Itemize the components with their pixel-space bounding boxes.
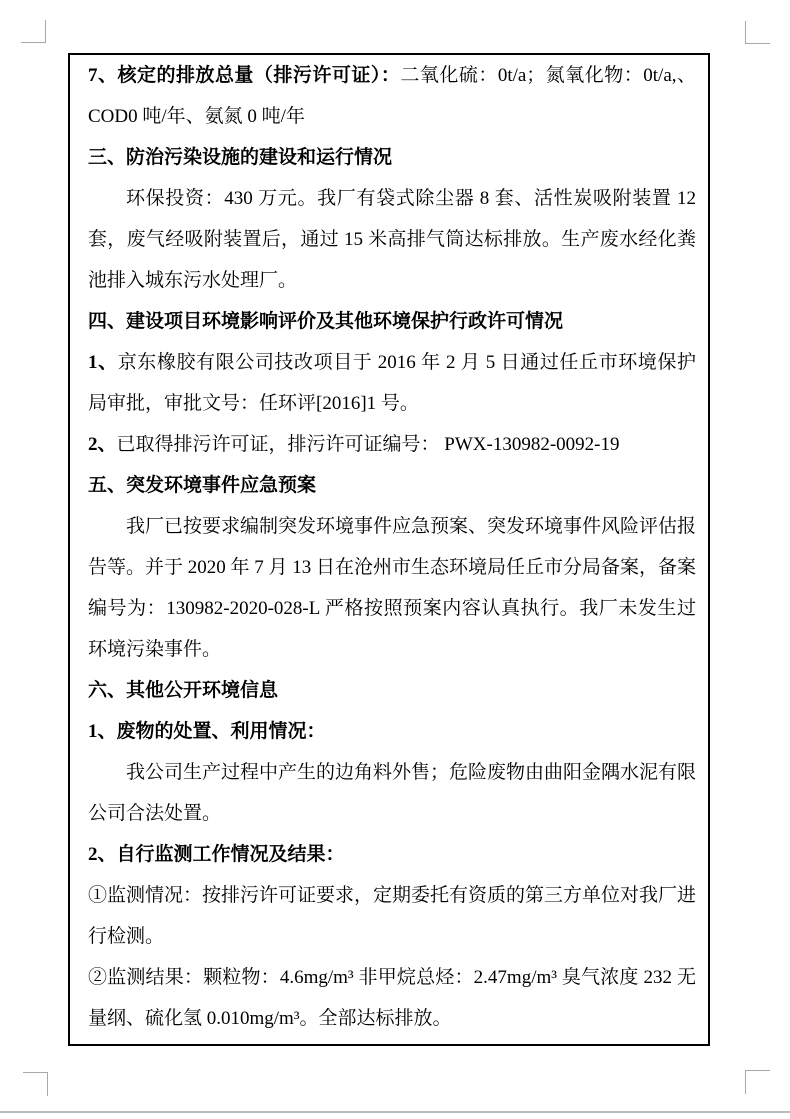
crop-mark-bottom-right xyxy=(745,1070,770,1094)
run-text: 环保投资：430 万元。我厂有袋式除尘器 8 套、活性炭吸附装置 12 套，废气经吸附装置后，通过 15 米高排气筒达标排放。生产废水经化粪池排入城东污水处理厂。 xyxy=(88,188,696,291)
run-text: ①监测情况：按排污许可证要求，定期委托有资质的第三方单位对我厂进行检测。 xyxy=(88,885,697,947)
run-item-number: 2、 xyxy=(88,434,117,455)
crop-mark-top-left xyxy=(21,20,46,43)
paragraph-environmental-investment xyxy=(88,178,696,301)
crop-mark-bottom-left xyxy=(23,1072,48,1096)
run-text: 已取得排污许可证，排污许可证编号： PWX-130982-0092-19 xyxy=(116,434,620,455)
paragraph-approved-emission-totals xyxy=(88,55,696,137)
run-item-number: 1、 xyxy=(88,352,118,373)
paragraph-emergency-plan-filing xyxy=(88,506,696,670)
heading-section-3-pollution-control-facilities xyxy=(88,137,696,178)
heading-section-5-emergency-plan xyxy=(88,465,696,506)
run-text: 二氧化硫：0t/a；氮氧化物：0t/a,、COD0 吨/年、氨氮 0 吨/年 xyxy=(88,65,696,127)
heading-section-6-other-public-info xyxy=(88,670,696,711)
run-text: ②监测结果：颗粒物：4.6mg/m³ 非甲烷总烃：2.47mg/m³ 臭气浓度 232 无量纲、硫化氢 0.010mg/m³。全部达标排放。 xyxy=(88,967,696,1029)
run-heading: 四、建设项目环境影响评价及其他环境保护行政许可情况 xyxy=(88,311,564,332)
heading-waste-disposal xyxy=(88,711,696,752)
run-label: 7、核定的排放总量（排污许可证）： xyxy=(88,65,401,86)
paragraph-monitoring-situation xyxy=(88,875,696,957)
run-heading: 1、废物的处置、利用情况： xyxy=(88,721,326,742)
report-table-cell xyxy=(68,53,710,1046)
run-text: 我公司生产过程中产生的边角料外售；危险废物由曲阳金隅水泥有限公司合法处置。 xyxy=(88,762,697,824)
heading-self-monitoring xyxy=(88,834,696,875)
run-text: 京东橡胶有限公司技改项目于 2016 年 2 月 5 日通过任丘市环境保护局审批，审批文号：任环评[2016]1 号。 xyxy=(88,352,696,414)
run-heading: 三、防治污染设施的建设和运行情况 xyxy=(88,147,393,168)
paragraph-monitoring-results xyxy=(88,957,696,1039)
run-text: 我厂已按要求编制突发环境事件应急预案、突发环境事件风险评估报告等。并于 2020 年 7 月 13 日在沧州市生态环境局任丘市分局备案，备案编号为：130982-2020-028-L 严格按照预案内容认真执行。我厂未发生过环境污染事件。 xyxy=(88,516,697,660)
paragraph-waste-disposal-detail xyxy=(88,752,696,834)
run-heading: 五、突发环境事件应急预案 xyxy=(88,475,317,496)
paragraph-eia-approval xyxy=(88,342,696,424)
paragraph-discharge-permit xyxy=(88,424,696,465)
page-bottom-boundary xyxy=(0,1111,790,1113)
crop-mark-top-right xyxy=(745,21,770,44)
run-heading: 六、其他公开环境信息 xyxy=(88,680,279,701)
run-heading: 2、自行监测工作情况及结果： xyxy=(88,844,345,865)
heading-section-4-eia-permits xyxy=(88,301,696,342)
